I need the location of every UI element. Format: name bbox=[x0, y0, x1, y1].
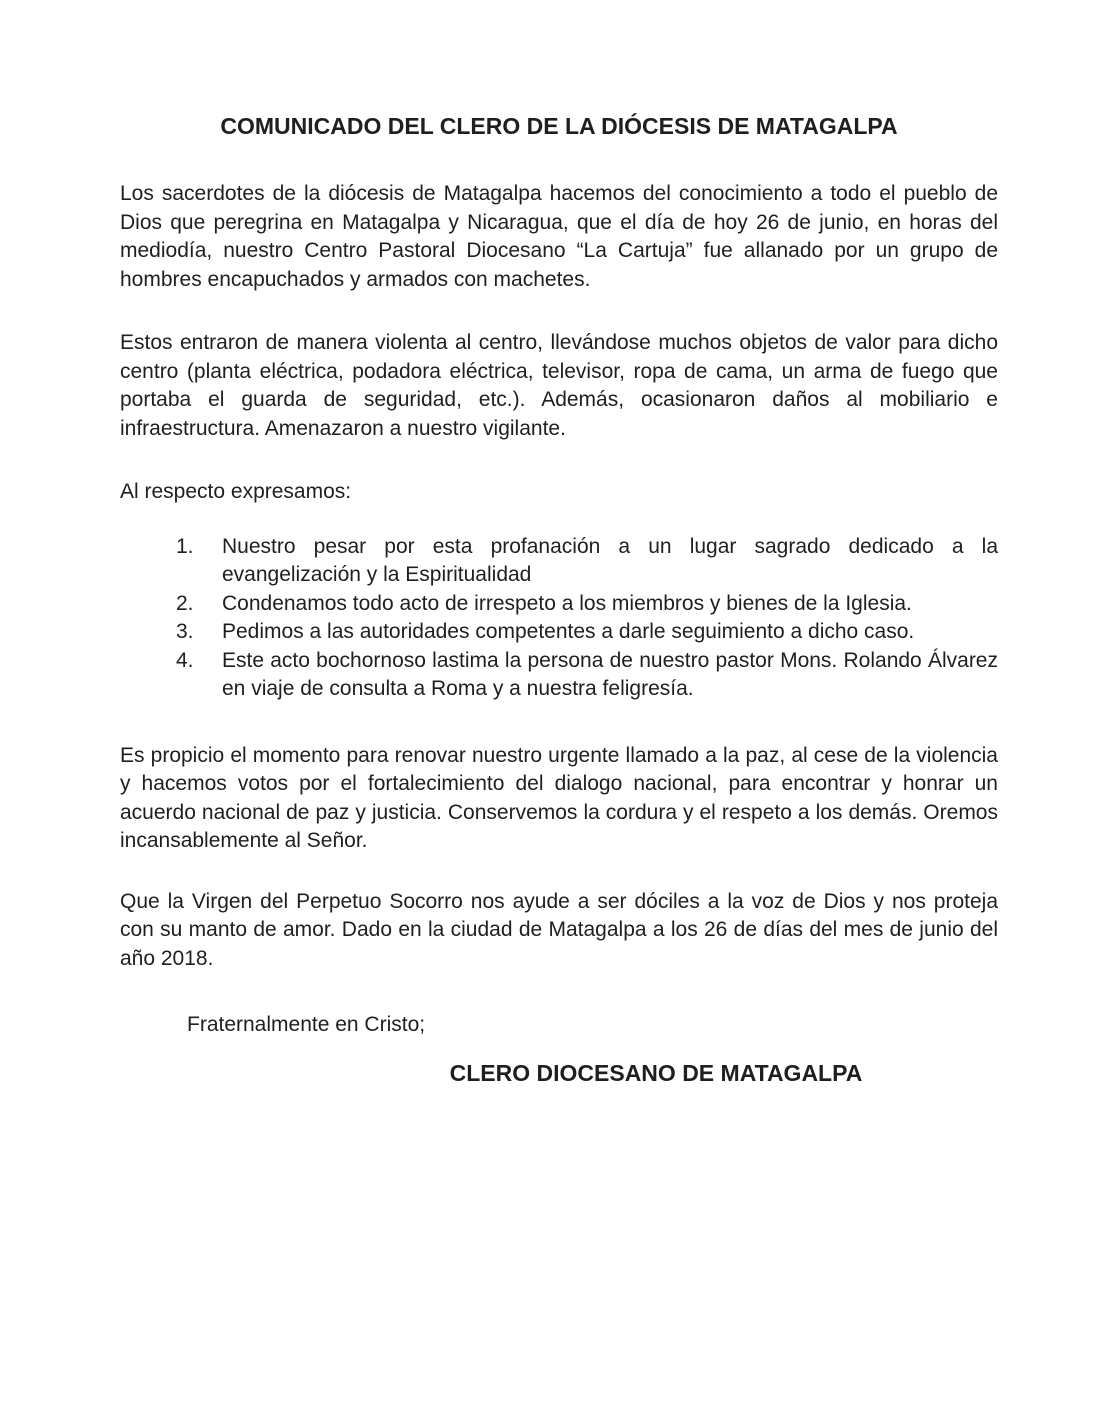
paragraph-list-lead-in: Al respecto expresamos: bbox=[120, 480, 352, 503]
list-item-number: 2. bbox=[176, 591, 194, 615]
list-item bbox=[176, 533, 998, 590]
list-item-number: 1. bbox=[176, 534, 194, 558]
list-item-text: Este acto bochornoso lastima la persona de nuestro pastor Mons. Rolando Álvarez en viaje de consulta a Roma y a nuestra feligresía. bbox=[222, 648, 998, 700]
list-item-text: Pedimos a las autoridades competentes a darle seguimiento a dicho caso. bbox=[222, 620, 915, 643]
document-title: COMUNICADO DEL CLERO DE LA DIÓCESIS DE MATAGALPA bbox=[220, 113, 898, 139]
paragraph-intro: Los sacerdotes de la diócesis de Matagalpa hacemos del conocimiento a todo el pueblo de Dios que peregrina en Matagalpa y Nicaragua, que el día de hoy 26 de junio, en horas del mediodía, nuestro Centro Pastoral Diocesano “La Cartuja” fue allanado por un grupo de hombres encapuchados y armados con machetes. bbox=[120, 182, 998, 291]
closing-line: Fraternalmente en Cristo; bbox=[187, 1013, 426, 1036]
list-item bbox=[176, 647, 998, 704]
list-item bbox=[176, 590, 998, 619]
document-content bbox=[120, 112, 998, 1087]
numbered-list bbox=[176, 533, 998, 704]
list-item-number: 3. bbox=[176, 620, 194, 643]
paragraph-incident-details: Estos entraron de manera violenta al centro, llevándose muchos objetos de valor para dicho centro (planta eléctrica, podadora eléctrica, televisor, ropa de cama, un arma de fuego que portaba el guarda de seguridad, etc.). Además, ocasionaron daños al mobiliario e infraestructura. Amenazaron a nuestro vigilante. bbox=[120, 331, 998, 440]
paragraph-peace-appeal: Es propicio el momento para renovar nuestro urgente llamado a la paz, al cese de la violencia y hacemos votos por el fortalecimiento del dialogo nacional, para encontrar y honrar un acuerdo nacional de paz y justicia. Conservemos la cordura y el respeto a los demás. Oremos incansablemente al Señor. bbox=[120, 743, 998, 852]
list-item-text: Condenamos todo acto de irrespeto a los miembros y bienes de la Iglesia. bbox=[222, 591, 912, 615]
paragraph-blessing-date: Que la Virgen del Perpetuo Socorro nos ayude a ser dóciles a la voz de Dios y nos proteja con su manto de amor. Dado en la ciudad de Matagalpa a los 26 de días del mes de junio del año 2018. bbox=[120, 889, 998, 970]
list-item bbox=[176, 618, 998, 647]
list-item-text: Nuestro pesar por esta profanación a un lugar sagrado dedicado a la evangelización y la Espiritualidad bbox=[222, 534, 998, 586]
signature-line: CLERO DIOCESANO DE MATAGALPA bbox=[449, 1059, 863, 1086]
list-item-number: 4. bbox=[176, 648, 194, 672]
